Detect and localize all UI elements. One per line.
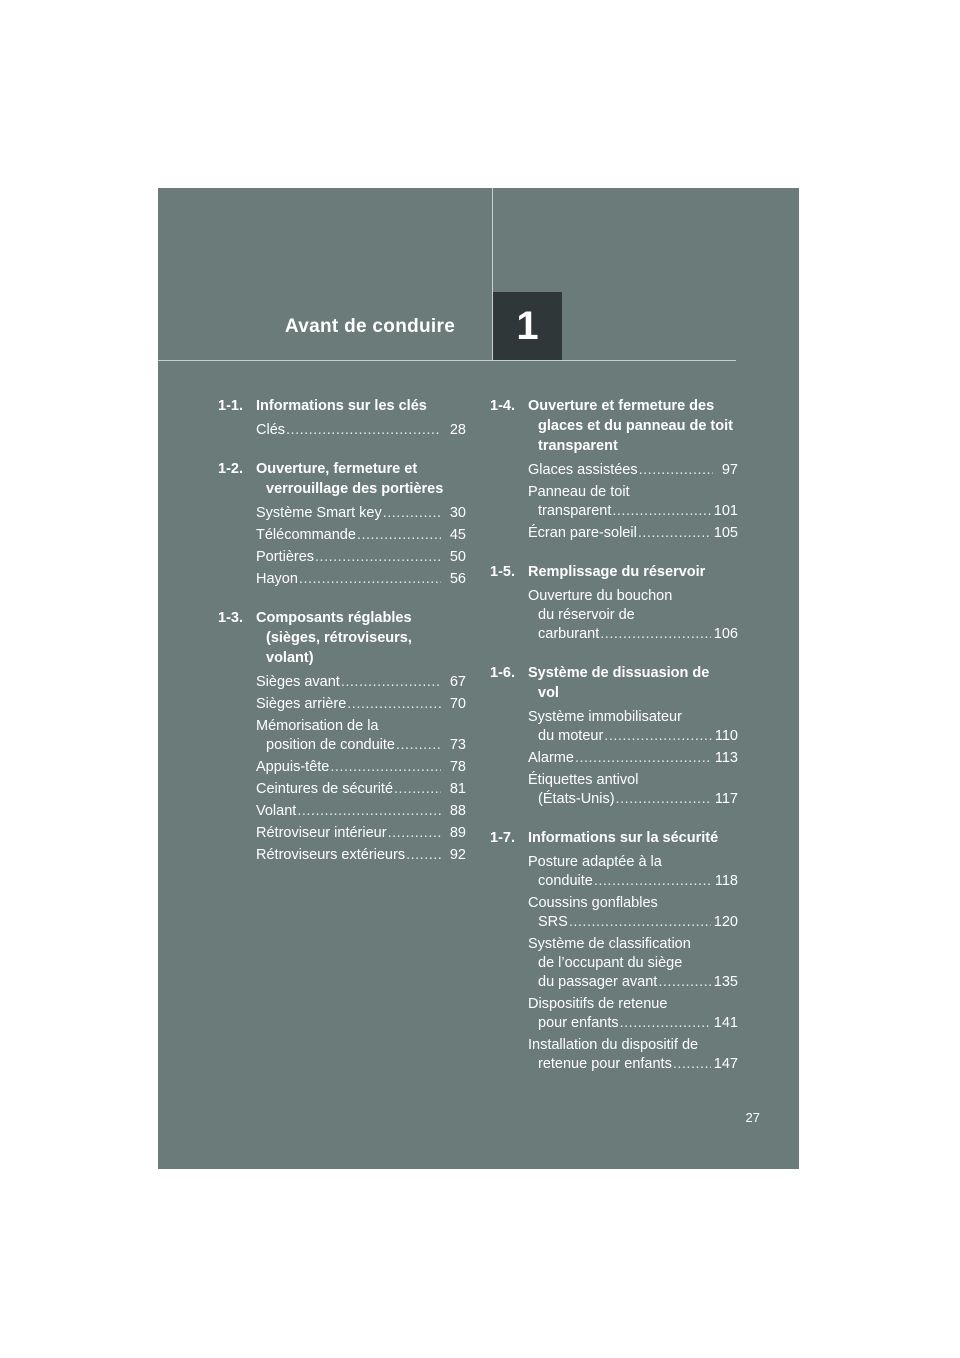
dot-leader bbox=[600, 625, 711, 644]
section-number: 1-6. bbox=[490, 665, 515, 681]
toc-entry-label: Appuis-tête bbox=[256, 758, 330, 775]
toc-entry-label: du passager avant bbox=[538, 973, 658, 990]
dot-leader bbox=[330, 758, 441, 777]
toc-entry-label: Étiquettes antivol bbox=[528, 771, 639, 788]
toc-entry[interactable] bbox=[256, 800, 466, 822]
toc-page-number: 101 bbox=[713, 502, 738, 519]
toc-entry-label: (États-Unis) bbox=[538, 790, 615, 807]
section-number: 1-7. bbox=[490, 830, 515, 846]
toc-entry-line bbox=[256, 526, 466, 545]
toc-entry-label: SRS bbox=[538, 913, 568, 930]
toc-entry-label: Dispositifs de retenue bbox=[528, 995, 668, 1012]
toc-entry[interactable] bbox=[528, 747, 738, 769]
toc-entry[interactable] bbox=[256, 822, 466, 844]
dot-leader bbox=[638, 524, 711, 543]
toc-entry-line bbox=[256, 736, 466, 755]
toc-entry-label: Alarme bbox=[528, 749, 574, 766]
toc-entry-line bbox=[528, 954, 738, 973]
toc-entry[interactable] bbox=[256, 756, 466, 778]
toc-entry-label: Installation du dispositif de bbox=[528, 1036, 699, 1053]
toc-entry-line bbox=[256, 695, 466, 714]
toc-entry-line bbox=[256, 758, 466, 777]
toc-page-number: 28 bbox=[449, 421, 466, 438]
dot-leader bbox=[673, 1055, 711, 1074]
dot-leader bbox=[357, 526, 441, 545]
toc-entry[interactable] bbox=[256, 419, 466, 441]
toc-page-number: 67 bbox=[449, 673, 466, 690]
toc-entry-line bbox=[256, 570, 466, 589]
toc-page-number: 78 bbox=[449, 758, 466, 775]
toc-page-number: 56 bbox=[449, 570, 466, 587]
toc-entry[interactable] bbox=[256, 502, 466, 524]
section-title: Avant de conduire bbox=[284, 316, 456, 337]
section-title-line: Informations sur les clés bbox=[256, 398, 427, 414]
section-heading bbox=[490, 396, 738, 456]
toc-page-number: 141 bbox=[713, 1014, 738, 1031]
toc-page-number: 81 bbox=[449, 780, 466, 797]
toc-entry-line bbox=[528, 790, 738, 809]
toc-entry-label: position de conduite bbox=[266, 736, 395, 753]
toc-entry-line bbox=[528, 483, 738, 502]
toc-entry-line bbox=[256, 824, 466, 843]
page-number: 27 bbox=[745, 1110, 760, 1125]
toc-entry[interactable] bbox=[256, 568, 466, 590]
dot-leader bbox=[299, 570, 441, 589]
toc-entry-label: de l’occupant du siège bbox=[538, 954, 683, 971]
dot-leader bbox=[604, 727, 712, 746]
toc-entry-line bbox=[528, 1055, 738, 1074]
toc-section bbox=[490, 562, 738, 645]
toc-entry[interactable] bbox=[528, 1034, 738, 1075]
toc-entry[interactable] bbox=[528, 993, 738, 1034]
toc-entry-line bbox=[256, 421, 466, 440]
toc-page-number: 30 bbox=[449, 504, 466, 521]
toc-entry-line bbox=[528, 1014, 738, 1033]
toc-entry-line bbox=[256, 548, 466, 567]
toc-entry-line bbox=[256, 802, 466, 821]
section-title-line: verrouillage des portières bbox=[266, 481, 444, 497]
chapter-number-box bbox=[493, 292, 562, 360]
toc-entry-label: Système Smart key bbox=[256, 504, 382, 521]
toc-entry-label: Mémorisation de la bbox=[256, 717, 379, 734]
toc-entry-line bbox=[528, 708, 738, 727]
section-title-text bbox=[528, 562, 738, 582]
section-title-line: volant) bbox=[266, 650, 314, 666]
dot-leader bbox=[658, 973, 710, 992]
toc-entry-label: du moteur bbox=[538, 727, 604, 744]
toc-entry[interactable] bbox=[528, 851, 738, 892]
toc-entry-label: Ouverture du bouchon bbox=[528, 587, 673, 604]
toc-entry-line bbox=[256, 717, 466, 736]
toc-entry-line bbox=[528, 749, 738, 768]
toc-entry-line bbox=[528, 894, 738, 913]
toc-page-number: 117 bbox=[714, 790, 738, 807]
section-heading bbox=[490, 663, 738, 703]
toc-page-number: 73 bbox=[449, 736, 466, 753]
toc-section bbox=[490, 663, 738, 810]
section-title-line: glaces et du panneau de toit bbox=[538, 418, 733, 434]
dot-leader bbox=[347, 695, 441, 714]
toc-entry-line bbox=[256, 780, 466, 799]
toc-entry-line bbox=[256, 846, 466, 865]
toc-entry-label: Rétroviseur intérieur bbox=[256, 824, 387, 841]
section-title-line: vol bbox=[538, 685, 559, 701]
toc-page-number: 110 bbox=[714, 727, 738, 744]
toc-page-number: 118 bbox=[714, 872, 738, 889]
section-title-text bbox=[256, 396, 466, 416]
toc-section bbox=[218, 459, 466, 590]
section-title-line: Informations sur la sécurité bbox=[528, 830, 719, 846]
section-number: 1-4. bbox=[490, 398, 515, 414]
toc-entry-label: Glaces assistées bbox=[528, 461, 638, 478]
dot-leader bbox=[406, 846, 441, 865]
chapter-number: 1 bbox=[516, 303, 539, 348]
toc-entry[interactable] bbox=[256, 693, 466, 715]
toc-entry-line bbox=[528, 587, 738, 606]
toc-section bbox=[218, 396, 466, 441]
toc-entry-label: pour enfants bbox=[538, 1014, 619, 1031]
toc-left-column bbox=[218, 396, 466, 884]
toc-entry[interactable] bbox=[256, 715, 466, 756]
toc-entry-label: Posture adaptée à la bbox=[528, 853, 662, 870]
toc-entry[interactable] bbox=[256, 844, 466, 866]
dot-leader bbox=[315, 548, 441, 567]
toc-entry[interactable] bbox=[528, 522, 738, 544]
toc-entry[interactable] bbox=[528, 706, 738, 747]
toc-entry-label: Système de classification bbox=[528, 935, 691, 952]
toc-page-number: 88 bbox=[449, 802, 466, 819]
toc-entry-label: Coussins gonflables bbox=[528, 894, 658, 911]
toc-section bbox=[218, 608, 466, 866]
toc-entry-line bbox=[528, 524, 738, 543]
section-title-line: (sièges, rétroviseurs, bbox=[266, 630, 412, 646]
toc-entry-label: transparent bbox=[538, 502, 612, 519]
toc-page-number: 113 bbox=[714, 749, 738, 766]
toc-entry[interactable] bbox=[256, 778, 466, 800]
toc-entry-line bbox=[528, 625, 738, 644]
toc-entry[interactable] bbox=[256, 671, 466, 693]
dot-leader bbox=[394, 780, 441, 799]
section-heading bbox=[490, 828, 738, 848]
section-title-line: Ouverture, fermeture et bbox=[256, 461, 418, 477]
dot-leader bbox=[388, 824, 441, 843]
toc-page-number: 92 bbox=[449, 846, 466, 863]
toc-page-number: 45 bbox=[449, 526, 466, 543]
dot-leader bbox=[639, 461, 713, 480]
toc-entry-line bbox=[528, 771, 738, 790]
section-number: 1-2. bbox=[218, 461, 243, 477]
toc-entry-label: Télécommande bbox=[256, 526, 356, 543]
toc-entry[interactable] bbox=[256, 546, 466, 568]
toc-entry-label: Sièges avant bbox=[256, 673, 340, 690]
toc-entry[interactable] bbox=[528, 933, 738, 993]
section-title-line: Remplissage du réservoir bbox=[528, 564, 706, 580]
section-title-text bbox=[528, 663, 738, 703]
toc-entry-line bbox=[256, 673, 466, 692]
toc-entry[interactable] bbox=[256, 524, 466, 546]
toc-page-number: 120 bbox=[713, 913, 738, 930]
section-title-line: Système de dissuasion de bbox=[528, 665, 710, 681]
toc-entry-line bbox=[528, 606, 738, 625]
toc-page-number: 97 bbox=[721, 461, 738, 478]
dot-leader bbox=[575, 749, 712, 768]
toc-entry-label: Volant bbox=[256, 802, 297, 819]
toc-entry[interactable] bbox=[528, 892, 738, 933]
toc-entry-line bbox=[528, 727, 738, 746]
dot-leader bbox=[616, 790, 712, 809]
section-number: 1-3. bbox=[218, 610, 243, 626]
toc-entry-label: Ceintures de sécurité bbox=[256, 780, 394, 797]
toc-entry[interactable] bbox=[528, 769, 738, 810]
toc-entry-line bbox=[528, 995, 738, 1014]
section-title-line: Ouverture et fermeture des bbox=[528, 398, 715, 414]
toc-entry-label: du réservoir de bbox=[538, 606, 635, 623]
toc-entry-line bbox=[528, 935, 738, 954]
dot-leader bbox=[612, 502, 710, 521]
dot-leader bbox=[286, 421, 441, 440]
toc-entry-line bbox=[528, 502, 738, 521]
section-heading bbox=[218, 608, 466, 668]
section-title-text bbox=[528, 828, 738, 848]
toc-page-number: 135 bbox=[713, 973, 738, 990]
dot-leader bbox=[341, 673, 441, 692]
section-number: 1-5. bbox=[490, 564, 515, 580]
toc-page-number: 105 bbox=[713, 524, 738, 541]
section-heading bbox=[218, 396, 466, 416]
toc-page-number: 147 bbox=[713, 1055, 738, 1072]
toc-entry-label: Clés bbox=[256, 421, 286, 438]
toc-entry-label: carburant bbox=[538, 625, 600, 642]
toc-entry-label: conduite bbox=[538, 872, 593, 889]
toc-entry[interactable] bbox=[528, 459, 738, 481]
toc-page-number: 106 bbox=[713, 625, 738, 642]
dot-leader bbox=[620, 1014, 711, 1033]
toc-entry-line bbox=[256, 504, 466, 523]
toc-page-number: 50 bbox=[449, 548, 466, 565]
toc-entry-label: Panneau de toit bbox=[528, 483, 630, 500]
section-title-text bbox=[528, 396, 738, 456]
toc-entry[interactable] bbox=[528, 585, 738, 645]
header-horizontal-rule bbox=[158, 360, 736, 361]
toc-entry-label: Sièges arrière bbox=[256, 695, 347, 712]
toc-entry-label: Portières bbox=[256, 548, 315, 565]
toc-entry[interactable] bbox=[528, 481, 738, 522]
section-title-text bbox=[256, 608, 466, 668]
toc-page-number: 89 bbox=[449, 824, 466, 841]
toc-section bbox=[490, 396, 738, 544]
toc-entry-line bbox=[528, 853, 738, 872]
toc-entry-label: Rétroviseurs extérieurs bbox=[256, 846, 406, 863]
toc-entry-line bbox=[528, 913, 738, 932]
section-title-line: Composants réglables bbox=[256, 610, 412, 626]
dot-leader bbox=[569, 913, 711, 932]
dot-leader bbox=[383, 504, 441, 523]
toc-right-column bbox=[490, 396, 738, 1093]
toc-section bbox=[490, 828, 738, 1075]
toc-page-number: 70 bbox=[449, 695, 466, 712]
dot-leader bbox=[297, 802, 441, 821]
section-heading bbox=[490, 562, 738, 582]
toc-entry-line bbox=[528, 872, 738, 891]
toc-entry-label: Écran pare-soleil bbox=[528, 524, 637, 541]
dot-leader bbox=[594, 872, 712, 891]
section-number: 1-1. bbox=[218, 398, 243, 414]
section-title-line: transparent bbox=[538, 438, 618, 454]
dot-leader bbox=[396, 736, 441, 755]
toc-entry-line bbox=[528, 973, 738, 992]
toc-entry-line bbox=[528, 461, 738, 480]
section-title-text bbox=[256, 459, 466, 499]
toc-entry-line bbox=[528, 1036, 738, 1055]
section-heading bbox=[218, 459, 466, 499]
toc-entry-label: retenue pour enfants bbox=[538, 1055, 672, 1072]
toc-entry-label: Système immobilisateur bbox=[528, 708, 682, 725]
toc-entry-label: Hayon bbox=[256, 570, 298, 587]
